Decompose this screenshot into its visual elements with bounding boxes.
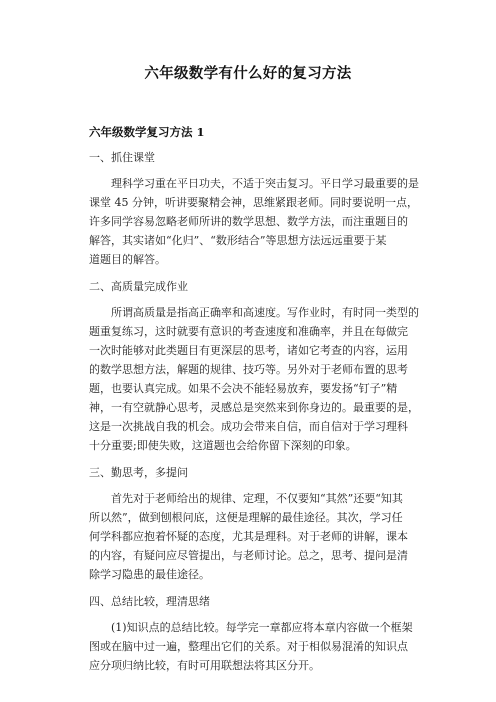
paragraph-line: 解答，其实诸如“化归”、“数形结合”等思想方法远远重要于某	[89, 234, 387, 247]
paragraph-line: 道题目的解答。	[89, 253, 166, 266]
paragraph-line: 题重复练习，这时就要有意识的考查速度和准确率，并且在每做完	[89, 325, 408, 338]
section-paragraph-1	[89, 174, 419, 269]
paragraph-line: 所以然”，做到刨根问底，这便是理解的最佳途径。其次，学习任	[89, 511, 403, 524]
paragraph-line: 题，也要认真完成。如果不会决不能轻易放弃，要发扬“钉子”精	[89, 382, 398, 395]
paragraph-line: 图或在脑中过一遍，整理出它们的关系。对于相似易混淆的知识点	[89, 640, 408, 653]
paragraph-line: 所谓高质量是指高正确率和高速度。写作业时，有时同一类型的	[111, 306, 419, 319]
section-heading-2: 二、高质量完成作业	[89, 280, 188, 293]
paragraph-line: 许多同学容易忽略老师所讲的数学思想、数学方法，而注重题目的	[89, 215, 408, 228]
paragraph-line: 的内容，有疑问应尽管提出，与老师讨论。总之，思考、提问是清	[89, 549, 408, 562]
paragraph-line: 应分项归纳比较，有时可用联想法将其区分开。	[89, 659, 320, 672]
paragraph-line: 的数学思想方法，解题的规律、技巧等。另外对于老师布置的思考	[89, 363, 408, 376]
section-paragraph-2	[89, 303, 419, 455]
document-title: 六年级数学有什么好的复习方法	[144, 65, 352, 82]
method-subtitle: 六年级数学复习方法 1	[89, 125, 205, 139]
paragraph-line: 神，一有空就静心思考，灵感总是突然来到你身边的。最重要的是，	[89, 401, 419, 414]
paragraph-line: 一次时能够对此类题目有更深层的思考，诸如它考查的内容，运用	[89, 344, 408, 357]
section-heading-3: 三、勤思考，多提问	[89, 466, 188, 479]
paragraph-line: 何学科都应抱着怀疑的态度，尤其是理科。对于老师的讲解，课本	[89, 530, 408, 543]
paragraph-line: 首先对于老师给出的规律、定理，不仅要知“其然”还要“知其	[111, 492, 403, 505]
paragraph-line: 十分重要;即使失败，这道题也会给你留下深刻的印象。	[89, 439, 357, 452]
section-heading-4: 四、总结比较，理清思绪	[89, 595, 210, 608]
paragraph-line: (1)知识点的总结比较。每学完一章都应将本章内容做一个框架	[111, 621, 413, 634]
document-body	[89, 124, 419, 685]
section-heading-1: 一、抓住课堂	[89, 151, 155, 164]
section-paragraph-3	[89, 489, 409, 584]
section-paragraph-4	[89, 618, 413, 675]
paragraph-line: 理科学习重在平日功夫，不适于突击复习。平日学习最重要的是	[111, 177, 419, 190]
paragraph-line: 这是一次挑战自我的机会。成功会带来自信，而自信对于学习理科	[89, 420, 408, 433]
paragraph-line: 除学习隐患的最佳途径。	[89, 568, 210, 581]
paragraph-line: 课堂 45 分钟，听讲要聚精会神，思维紧跟老师。同时要说明一点，	[89, 196, 418, 209]
